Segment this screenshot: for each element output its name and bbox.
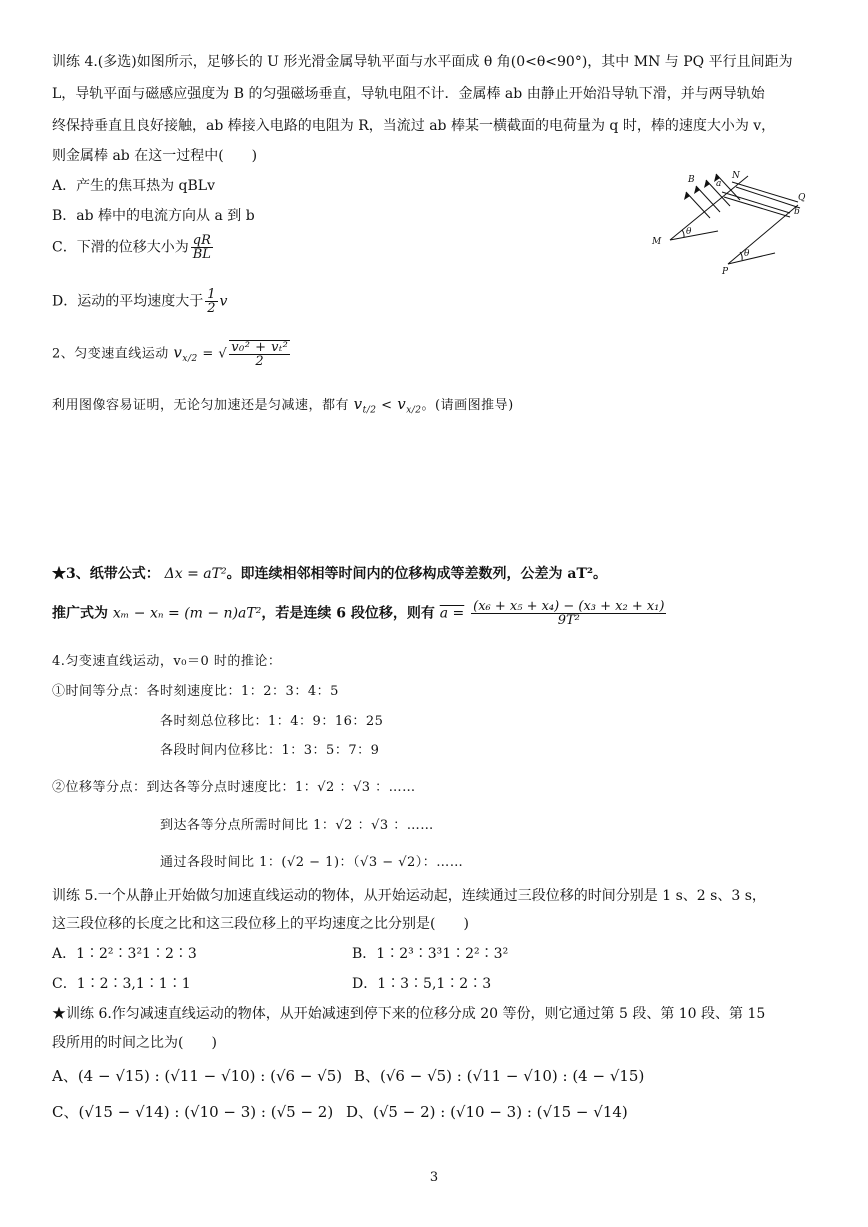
rod-ab: [722, 192, 790, 213]
label-m: M: [652, 237, 662, 247]
sec2-note-v2: v: [397, 395, 407, 413]
sec2-note-sub2: x/2: [406, 405, 422, 416]
sec2-formula-fraction: [229, 340, 290, 368]
q4-option-d-denominator: 2: [207, 301, 216, 316]
sec2-formula-sub: x/2: [182, 354, 198, 365]
rail-top-1: [732, 182, 798, 202]
q4-option-d-numerator: 1: [207, 287, 216, 302]
sec4-time-1: ①时间等分点：各时刻速度比：1：2：3：4：5: [52, 684, 339, 699]
label-a: a: [716, 179, 722, 189]
q4-option-a: A．产生的焦耳热为 qBLv: [52, 178, 216, 194]
q4-option-d-var: v: [219, 293, 228, 310]
sec2-title: 2、匀变速直线运动: [52, 346, 169, 362]
q5-line-1: 训练 5.一个从静止开始做匀加速直线运动的物体，从开始运动起，连续通过三段位移的时间分别是 1 s、2 s、3 s，: [52, 888, 766, 904]
q5-option-a: A．1∶2²∶3²1∶2∶3: [52, 946, 197, 962]
q5-option-c: C．1∶2∶3,1∶1∶1: [52, 976, 191, 992]
sec4-disp-1: ②位移等分点：到达各等分点时速度比：1：√2 ：√3 ：……: [52, 780, 416, 795]
q6-line-1: ★训练 6.作匀减速直线运动的物体，从开始减速到停下来的位移分成 20 等份，则它通过第 5 段、第 10 段、第 15: [52, 1006, 766, 1022]
sec2-formula-line: [52, 340, 292, 369]
sec3-line-2: [52, 600, 668, 627]
q4-option-b: B．ab 棒中的电流方向从 a 到 b: [52, 208, 255, 224]
q5-option-d: D．1∶3∶5,1∶2∶3: [352, 976, 492, 992]
label-q: Q: [798, 193, 806, 203]
sec3-fraction: [471, 600, 666, 627]
page-number: 3: [429, 1170, 439, 1185]
angle-arc-m: [682, 230, 684, 237]
sec2-formula-eq: = √: [202, 346, 228, 362]
sec4-disp-2: 到达各等分点所需时间比 1：√2 ：√3 ：……: [160, 818, 434, 833]
q4-option-d-text: D．运动的平均速度大于: [52, 293, 204, 310]
sec3-general-formula: xₘ − xₙ = (m − n)aT²: [112, 605, 262, 622]
sec2-formula-denominator: 2: [255, 354, 265, 369]
q4-option-c-numerator: qR: [191, 234, 213, 248]
sec3-denominator: 9T²: [557, 613, 580, 628]
sec2-formula-lhs: v: [173, 343, 183, 362]
label-n: N: [732, 171, 740, 181]
label-b-field: B: [688, 175, 695, 185]
q4-option-d-fraction: [205, 288, 217, 315]
sec2-note-text: 利用图像容易证明，无论匀加速还是匀减速，都有: [52, 398, 350, 413]
sec2-note: [52, 394, 514, 421]
label-p: P: [722, 267, 729, 277]
ground-line-m: [670, 231, 718, 240]
q5-line-2: 这三段位移的长度之比和这三段位移上的平均速度之比分别是( ): [52, 916, 469, 932]
sec3-line-1-text: 。即连续相邻相等时间内的位移构成等差数列，公差为 aT²。: [226, 566, 608, 582]
field-arrowhead-2: [694, 186, 700, 194]
sec2-note-sub1: t/2: [362, 405, 377, 416]
q4-line-3: 终保持垂直且良好接触，ab 棒接入电路的电阻为 R，当流过 ab 棒某一横截面的电荷量为 q 时，棒的速度大小为 v，: [52, 118, 776, 134]
sec3-title: ★3、纸带公式：: [52, 566, 160, 582]
q4-option-c-denominator: BL: [192, 247, 211, 262]
sec3-numerator: (x₆ + x₅ + x₄) − (x₃ + x₂ + x₁): [473, 599, 665, 614]
q6-line-2: 段所用的时间之比为( ): [52, 1035, 217, 1051]
label-theta-p: θ: [744, 249, 750, 259]
field-arrowhead-3: [704, 180, 710, 188]
angle-arc-p: [740, 252, 742, 260]
sec4-time-2: 各时刻总位移比：1：4：9：16：25: [160, 714, 384, 729]
q6-option-d: D、(√5 − 2) : (√10 − 3) : (√15 − √14): [346, 1103, 628, 1121]
rail-top-2: [736, 187, 800, 208]
q4-option-d: [52, 288, 227, 315]
rail-pq: [728, 205, 798, 264]
incline-rail-diagram: [640, 168, 812, 278]
q6-option-b: B、(√6 − √5) : (√11 − √10) : (4 − √15): [354, 1067, 645, 1085]
sec2-note-lt: <: [381, 398, 393, 413]
sec3-line-2-pre: 推广式为: [52, 605, 108, 622]
q4-line-1: 训练 4.(多选)如图所示，足够长的 U 形光滑金属导轨平面与水平面成 θ 角(0<θ<90°)，其中 MN 与 PQ 平行且间距为: [52, 54, 793, 70]
sec2-note-v1: v: [353, 395, 363, 413]
label-b-end: b: [794, 207, 800, 217]
sec4-title: 4.匀变速直线运动，v₀＝0 时的推论：: [52, 654, 282, 669]
q5-option-b: B．1∶2³∶3³1∶2²∶3²: [352, 946, 509, 962]
sec3-line-2-mid: ，若是连续 6 段位移，则有: [261, 605, 435, 622]
q4-option-c-text: C．下滑的位移大小为: [52, 239, 189, 256]
sec3-formula: Δx = aT²: [164, 566, 227, 582]
sec4-disp-3: 通过各段时间比 1：(√2 − 1)：（√3 − √2）：……: [160, 855, 464, 870]
q4-option-c-fraction: [191, 234, 213, 261]
q6-option-c: C、(√15 − √14) : (√10 − 3) : (√5 − 2): [52, 1103, 334, 1121]
sec3-line-1: [52, 564, 607, 584]
q4-line-4: 则金属棒 ab 在这一过程中( ): [52, 148, 258, 164]
q4-option-c: [52, 234, 215, 261]
sec2-note-post: 。(请画图推导): [421, 398, 514, 413]
rod-ab-lower: [724, 197, 790, 217]
sec4-time-3: 各段时间内位移比：1：3：5：7：9: [160, 743, 380, 758]
label-theta-m: θ: [686, 227, 692, 237]
q4-line-2: L，导轨平面与磁感应强度为 B 的匀强磁场垂直，导轨电阻不计．金属棒 ab 由静止开始沿导轨下滑，并与两导轨始: [52, 86, 765, 102]
sec3-abar: a =: [439, 605, 465, 622]
sec2-formula-numerator: v₀² + vₜ²: [231, 340, 289, 355]
field-arrowhead-1: [684, 192, 690, 200]
q6-option-a: A、(4 − √15) : (√11 − √10) : (√6 − √5): [52, 1067, 343, 1085]
